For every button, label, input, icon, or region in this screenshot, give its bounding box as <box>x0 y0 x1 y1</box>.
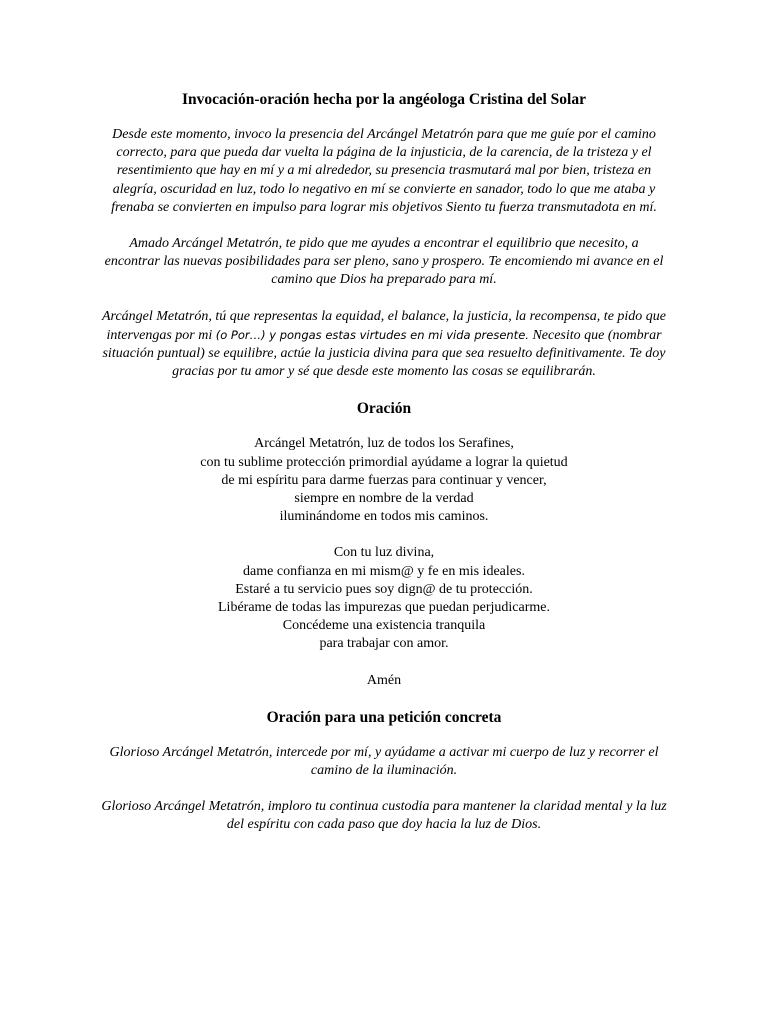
prayer-stanza-1 <box>100 435 668 526</box>
verse-line: siempre en nombre de la verdad <box>294 491 474 507</box>
intro-paragraph-3-inline-note: (o Por…) y pongas estas virtudes en mi vida presente. <box>215 327 529 342</box>
peticion-paragraph-1: Glorioso Arcángel Metatrón, intercede por mí, y ayúdame a activar mi cuerpo de luz y recorrer el camino de la iluminación. <box>109 744 659 779</box>
oracion-heading: Oración <box>356 400 412 418</box>
peticion-paragraph-2: Glorioso Arcángel Metatrón, imploro tu continua custodia para mantener la claridad mental y la luz del espíritu con cada paso que doy hacia la luz de Dios. <box>101 799 667 833</box>
verse-line: Libérame de todas las impurezas que puedan perjudicarme. <box>218 600 550 616</box>
verse-line: Arcángel Metatrón, luz de todos los Serafines, <box>254 436 514 452</box>
verse-line: Concédeme una existencia tranquila <box>282 618 486 634</box>
peticion-heading: Oración para una petición concreta <box>266 708 502 726</box>
verse-line: dame confianza en mi mism@ y fe en mis ideales. <box>243 563 525 579</box>
verse-line: con tu sublime protección primordial ayúdame a lograr la quietud <box>200 454 568 470</box>
verse-line: de mi espíritu para darme fuerzas para continuar y vencer, <box>221 472 547 488</box>
verse-line: iluminándome en todos mis caminos. <box>279 509 489 525</box>
document-page <box>100 90 668 835</box>
document-title: Invocación-oración hecha por la angéologa Cristina del Solar <box>181 91 586 108</box>
verse-line: Con tu luz divina, <box>333 545 435 561</box>
intro-paragraph-1: Desde este momento, invoco la presencia del Arcángel Metatrón para que me guíe por el camino correcto, para que pueda dar vuelta la página de la injusticia, de la carencia, de la tristeza y el resentimiento que hay en mí y a mi alrededor, su presencia trasmutará mal por bien, tristeza en alegría, oscuridad en luz, todo lo negativo en mí se convierte en sanador, todo lo que me ataba y frenaba se convierten en impulso para lograr mis objetivos Siento tu fuerza transmutadota en mí. <box>111 127 657 215</box>
verse-line: Estaré a tu servicio pues soy dign@ de tu protección. <box>235 581 533 597</box>
prayer-stanza-2 <box>100 544 668 653</box>
intro-paragraph-3-text-a: Arcángel Metatrón, tú que representas la equidad, el balance, la justicia, la recompensa, te pido que intervengas por mi <box>101 308 667 343</box>
intro-paragraph-3-text-c: Necesito que (nombrar situación puntual) se equilibre, actúe la justicia divina para que sea resuelto definitivamente. Te doy gracias por tu amor y sé que desde este momento las cosas se equilibrarán. <box>102 327 666 380</box>
verse-line: para trabajar con amor. <box>319 636 449 652</box>
intro-paragraph-2: Amado Arcángel Metatrón, te pido que me ayudes a encontrar el equilibrio que necesito, a encontrar las nuevas posibilidades para ser pleno, sano y prospero. Te encomiendo mi avance en el camino que Dios ha preparado para mí. <box>104 236 664 288</box>
amen-line: Amén <box>366 672 402 688</box>
intro-paragraph-3 <box>100 308 668 382</box>
